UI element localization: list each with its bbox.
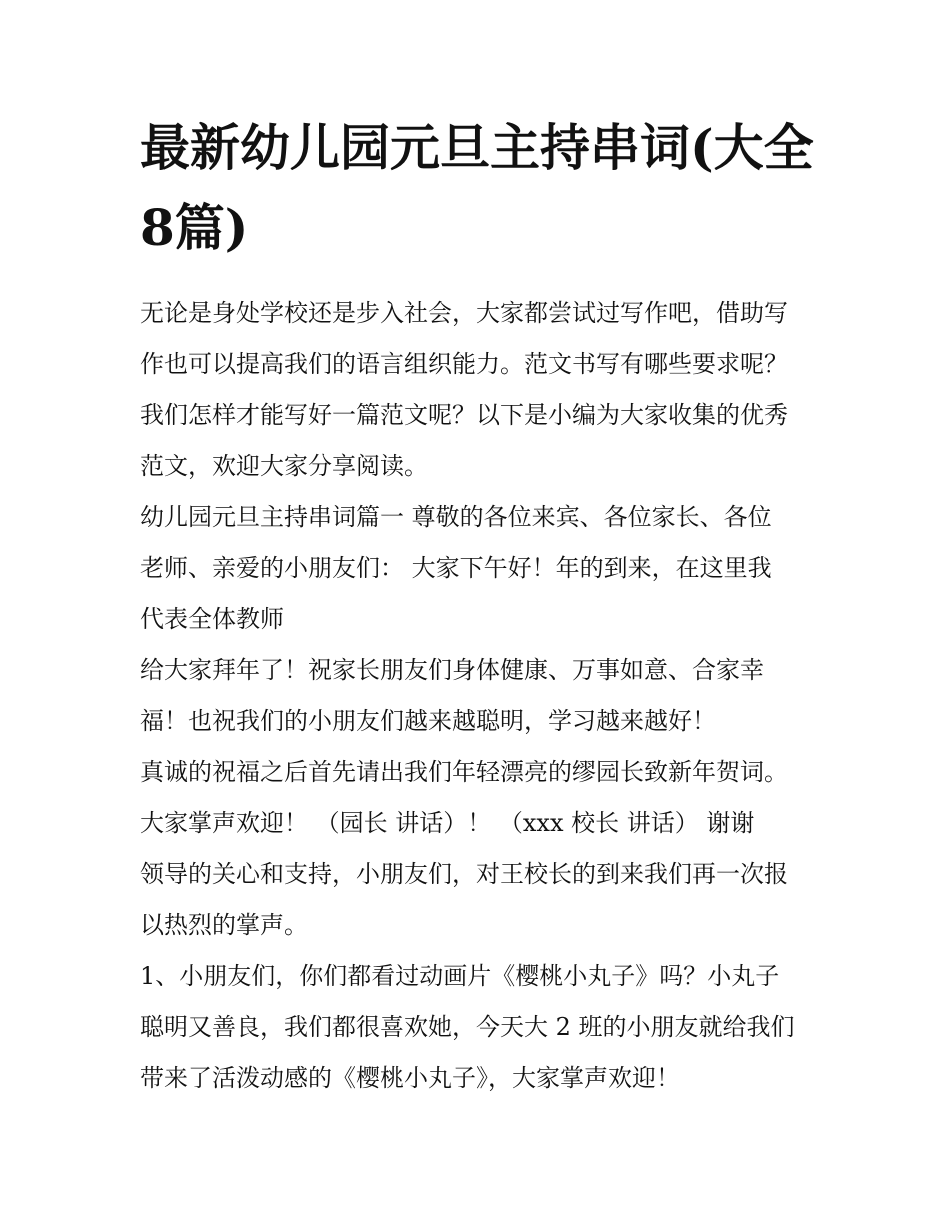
- paragraph-intro: 无论是身处学校还是步入社会，大家都尝试过写作吧，借助写 作也可以提高我们的语言组织能力。范文书写有哪些要求呢？ 我们怎样才能写好一篇范文呢？以下是小编为大家收集的优秀 范文，欢迎大家分享阅读。: [140, 299, 788, 480]
- paragraph-program-1: 1、小朋友们，你们都看过动画片《樱桃小丸子》吗？小丸子 聪明又善良，我们都很喜欢她，今天大 2 班的小朋友就给我们 带来了活泼动感的《樱桃小丸子》，大家掌声欢迎！: [140, 962, 795, 1092]
- paragraph-thanks: 领导的关心和支持，小朋友们，对王校长的到来我们再一次报 以热烈的掌声。: [140, 860, 788, 939]
- document-title: 最新幼儿园元旦主持串词(大全 8篇): [140, 118, 814, 257]
- document-body: [140, 288, 820, 1104]
- document-content: [140, 108, 820, 1104]
- paragraph-new-year-greeting: 给大家拜年了！祝家长朋友们身体健康、万事如意、合家幸 福！也祝我们的小朋友们越来越聪明，学习越来越好！: [140, 656, 764, 735]
- paragraph-director-invitation: 真诚的祝福之后首先请出我们年轻漂亮的缪园长致新年贺词。: [140, 758, 788, 786]
- paragraph-applause: 大家掌声欢迎！ （园长 讲话）！ （xxx 校长 讲话） 谢谢: [140, 809, 755, 837]
- paragraph-opening: 幼儿园元旦主持串词篇一 尊敬的各位来宾、各位家长、各位 老师、亲爱的小朋友们： 大家下午好！年的到来，在这里我 代表全体教师: [140, 503, 772, 633]
